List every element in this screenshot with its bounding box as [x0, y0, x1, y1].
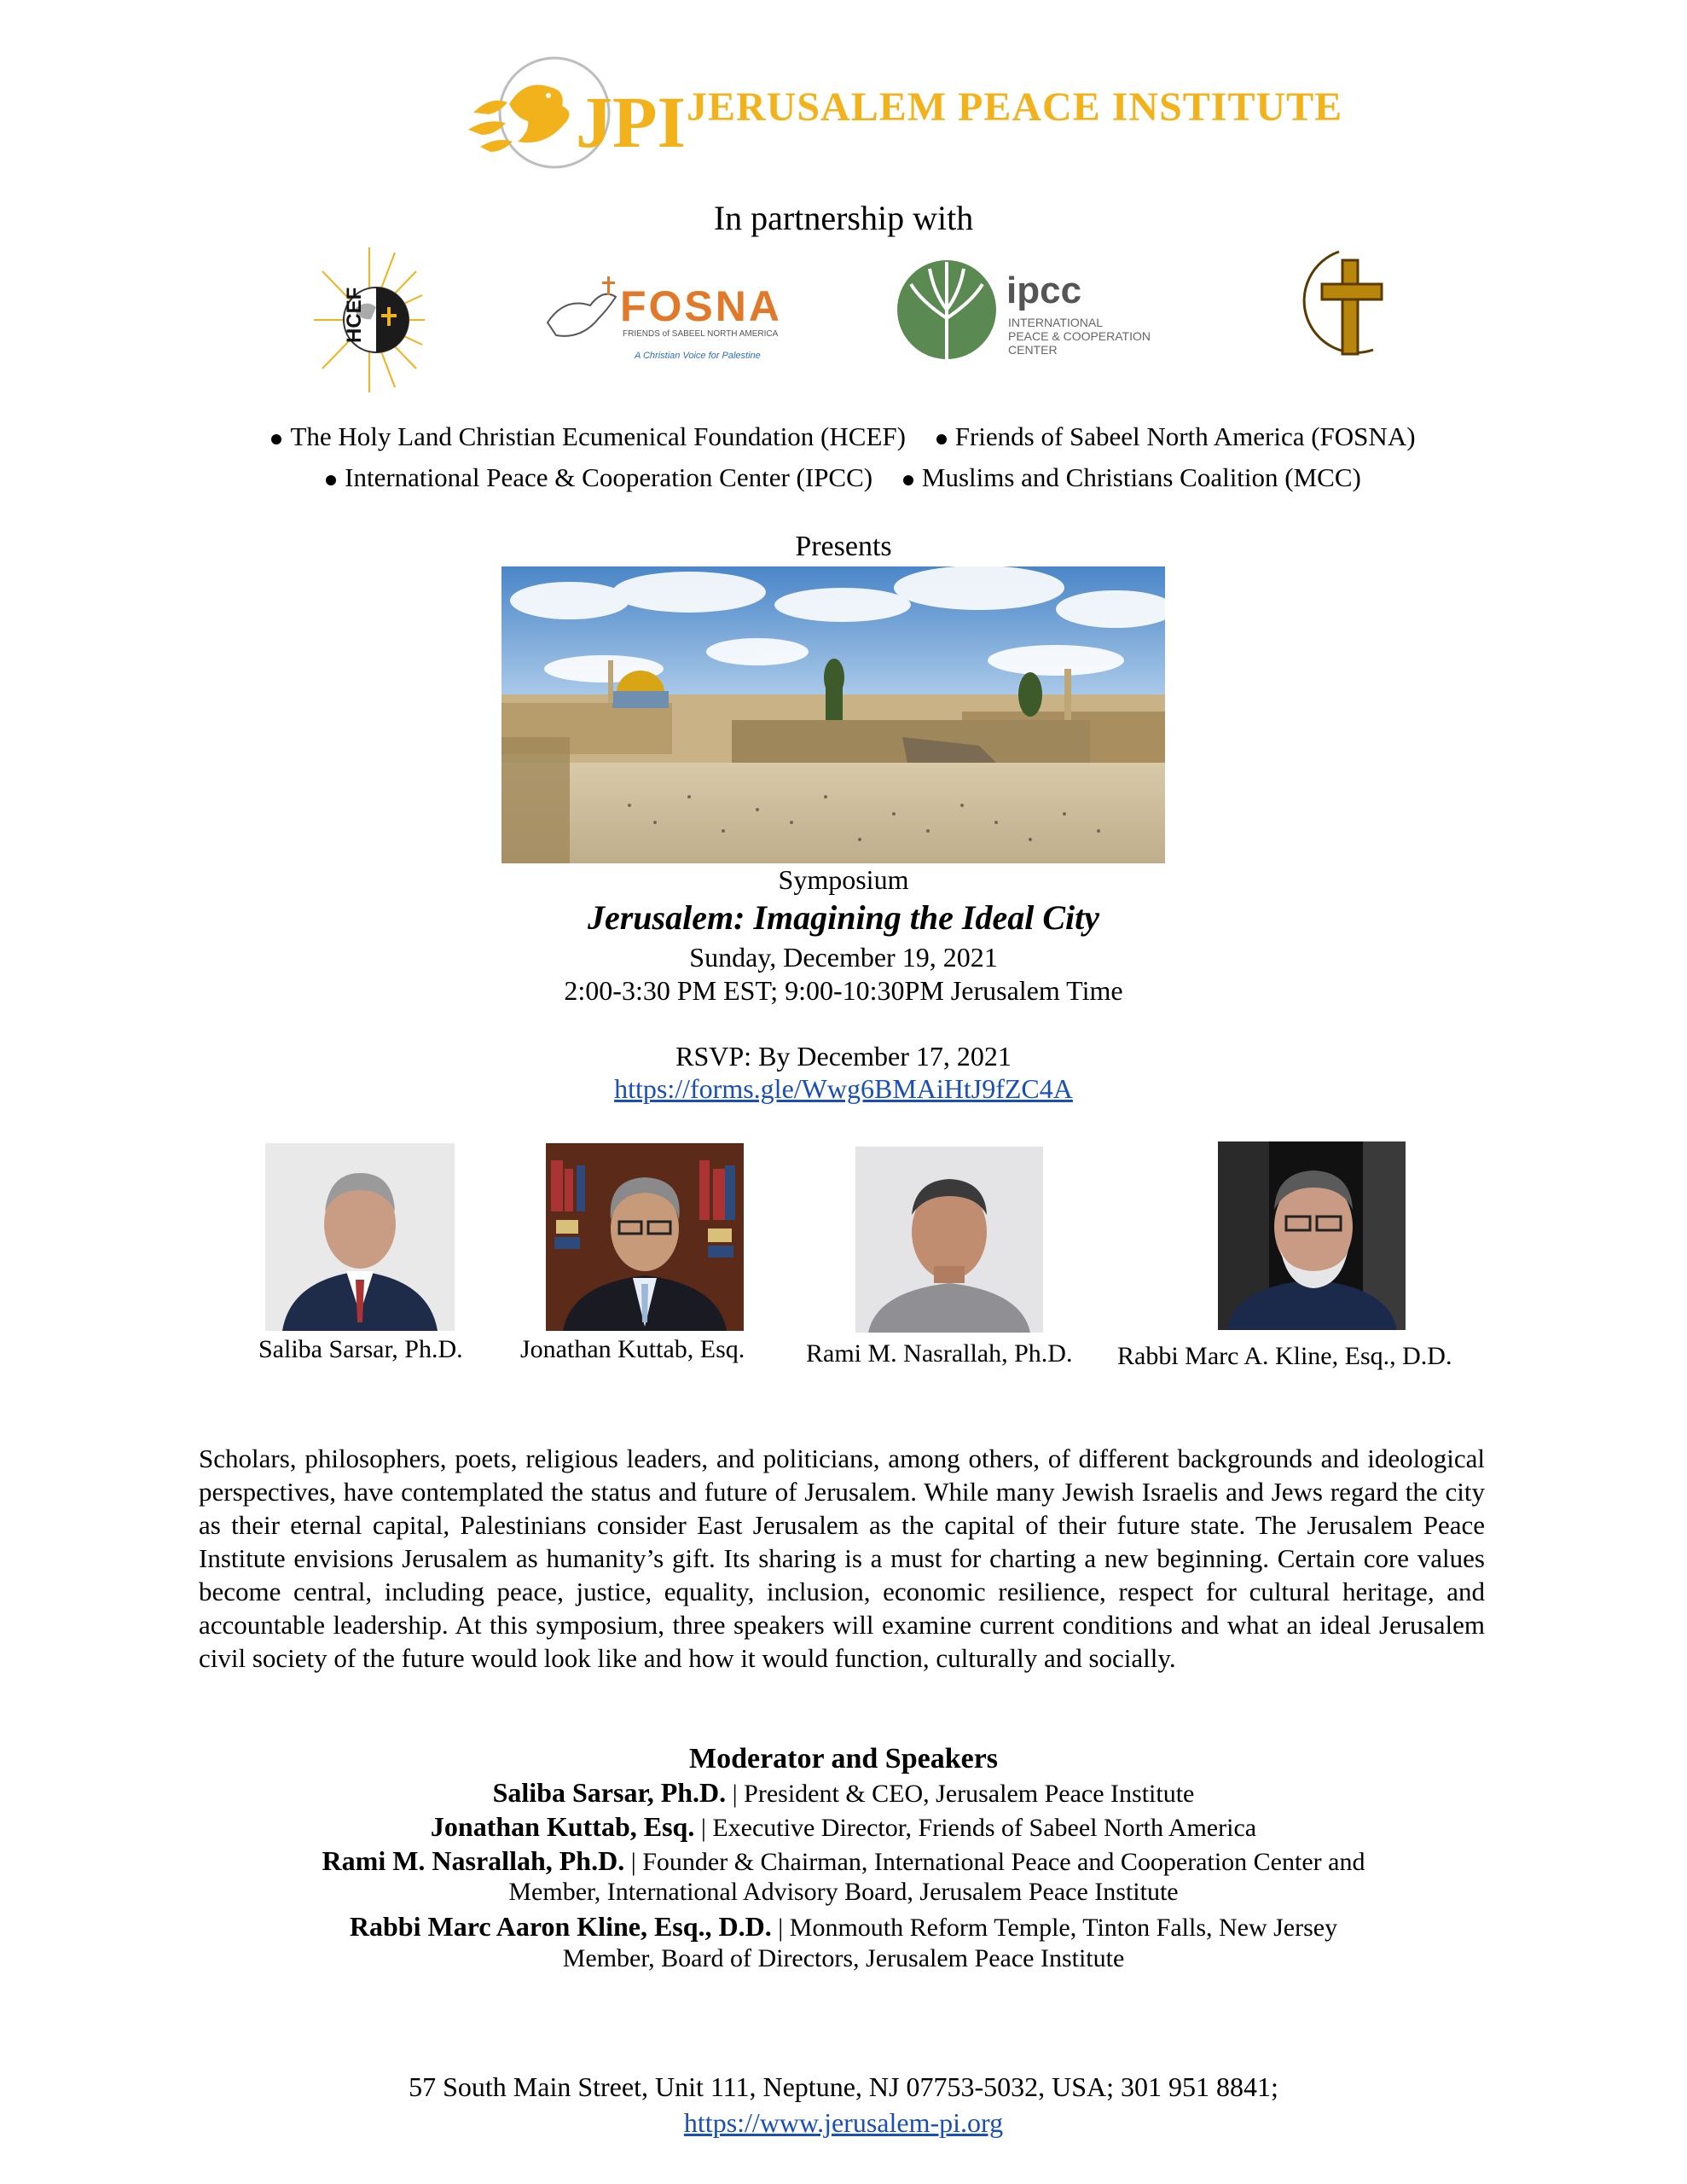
partner-ipcc: International Peace & Cooperation Center (IPCC)	[345, 462, 873, 492]
svg-text:FOSNA: FOSNA	[620, 282, 782, 330]
partner-mcc: Muslims and Christians Coalition (MCC)	[921, 462, 1361, 492]
speaker-name: Jonathan Kuttab, Esq.	[430, 1811, 695, 1842]
jerusalem-photo	[501, 566, 1165, 863]
event-time: 2:00-3:30 PM EST; 9:00-10:30PM Jerusalem Time	[564, 975, 1123, 1006]
partner-hcef: The Holy Land Christian Ecumenical Foundation (HCEF)	[290, 421, 906, 451]
partner-list-row-2	[0, 462, 1687, 493]
presents-text: Presents	[795, 531, 892, 562]
bullet-icon	[271, 434, 281, 444]
speaker-photo-nasrallah	[855, 1147, 1043, 1333]
speaker-role: | Founder & Chairman, International Peace and Cooperation Center and	[624, 1848, 1365, 1876]
speaker-role: | President & CEO, Jerusalem Peace Institute	[726, 1780, 1195, 1808]
svg-text:A Christian Voice for Palestin: A Christian Voice for Palestine	[635, 351, 761, 361]
bullet-icon	[903, 475, 913, 485]
svg-text:HCEF: HCEF	[343, 287, 366, 343]
bullet-icon	[326, 475, 336, 485]
ipcc-logo	[896, 258, 1160, 361]
jpi-logo	[456, 53, 1343, 172]
caption-kline: Rabbi Marc A. Kline, Esq., D.D.	[1117, 1342, 1452, 1370]
speaker-extra: Member, International Advisory Board, Jerusalem Peace Institute	[508, 1878, 1179, 1906]
caption-nasrallah: Rami M. Nasrallah, Ph.D.	[806, 1339, 1073, 1368]
speaker-photo-sarsar	[265, 1143, 455, 1331]
speaker-name: Rabbi Marc Aaron Kline, Esq., D.D.	[349, 1911, 772, 1942]
hcef-logo	[310, 246, 429, 395]
speakers-heading: Moderator and Speakers	[688, 1743, 999, 1774]
caption-sarsar: Saliba Sarsar, Ph.D.	[258, 1335, 463, 1363]
dove-icon	[456, 53, 687, 172]
svg-text:PEACE & COOPERATION: PEACE & COOPERATION	[1008, 329, 1151, 343]
svg-text:JPI: JPI	[576, 81, 686, 163]
svg-text:FRIENDS of SABEEL NORTH AMERIC: FRIENDS of SABEEL NORTH AMERICA	[623, 329, 779, 339]
svg-text:INTERNATIONAL: INTERNATIONAL	[1008, 316, 1103, 329]
event-kind: Symposium	[778, 864, 909, 895]
bullet-icon	[936, 434, 947, 444]
partnership-text: In partnership with	[713, 199, 974, 237]
mcc-logo	[1288, 243, 1399, 363]
rsvp-deadline: RSVP: By December 17, 2021	[675, 1041, 1012, 1072]
speaker-entry	[0, 1911, 1687, 1943]
website-link[interactable]: https://www.jerusalem-pi.org	[683, 2107, 1004, 2138]
speaker-name: Saliba Sarsar, Ph.D.	[492, 1777, 727, 1808]
org-name: JERUSALEM PEACE INSTITUTE	[687, 84, 1343, 130]
partner-list-row-1	[0, 421, 1687, 452]
speaker-photo-kline	[1218, 1141, 1406, 1330]
event-description: Scholars, philosophers, poets, religious leaders, and politicians, among others, of different backgrounds and ideological perspectives, have contemplated the status and future of Jerusalem. While many Jewish Israelis and Jews regard the city as their eternal capital, Palestinians consider East Jerusalem as the capital of their future state. The Jerusalem Peace Institute envisions Jerusalem as humanity’s gift. Its sharing is a must for charting a new beginning. Certain core values become central, including peace, justice, equality, inclusion, economic resilience, respect for cultural heritage, and accountable leadership. At this symposium, three speakers will examine current conditions and what an ideal Jerusalem civil society of the future would look like and how it would function, culturally and socially.	[199, 1443, 1485, 1673]
speaker-entry	[0, 1845, 1687, 1877]
speaker-entry	[0, 1811, 1687, 1843]
svg-text:ipcc: ipcc	[1006, 270, 1082, 311]
speaker-entry	[0, 1777, 1687, 1809]
speaker-photo-kuttab	[546, 1143, 744, 1331]
event-title: Jerusalem: Imagining the Ideal City	[587, 898, 1100, 937]
event-date: Sunday, December 19, 2021	[689, 942, 998, 973]
speaker-name: Rami M. Nasrallah, Ph.D.	[322, 1845, 625, 1876]
caption-kuttab: Jonathan Kuttab, Esq.	[520, 1335, 745, 1363]
footer-address: 57 South Main Street, Unit 111, Neptune, NJ 07753-5032, USA; 301 951 8841;	[409, 2071, 1278, 2102]
fosna-logo	[539, 271, 803, 365]
speaker-role: | Executive Director, Friends of Sabeel North America	[694, 1814, 1257, 1842]
rsvp-link[interactable]: https://forms.gle/Wwg6BMAiHtJ9fZC4A	[614, 1073, 1073, 1104]
partner-fosna: Friends of Sabeel North America (FOSNA)	[954, 421, 1416, 451]
speaker-extra: Member, Board of Directors, Jerusalem Peace Institute	[562, 1944, 1125, 1972]
svg-text:CENTER: CENTER	[1008, 343, 1058, 357]
speaker-role: | Monmouth Reform Temple, Tinton Falls, New Jersey	[771, 1914, 1338, 1942]
